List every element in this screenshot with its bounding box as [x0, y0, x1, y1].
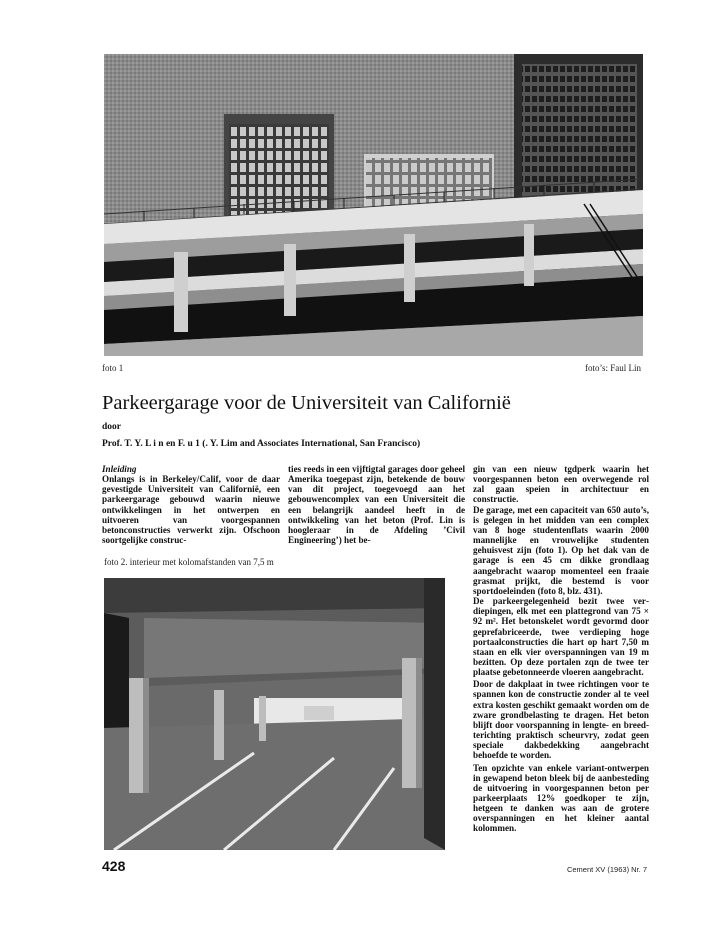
column-3-paragraph-1: gin van een nieuw tgdperk waarin het voorgespannen beton een overwegende rol zal gaan speien in architectuur en constructie.	[473, 464, 649, 505]
column-3-paragraph-3: De parkeergelegenheid bezit twee verdiepingen, elk met een plattegrond van 75 × 92 m². Het betonskelet wordt gevormd door geprefabriceerde, twee verdieping hoge portaalconstructies die hart op hart 7,50 m staan en elk vier overspanningen van 19 m bezitten. Op deze portalen zqn de twee ter plaatse gebetonneerde vloeren aangebracht.	[473, 596, 649, 678]
text-column-2	[288, 464, 465, 545]
text-column-3	[473, 464, 649, 834]
photo-2-image	[104, 578, 445, 850]
photo-1-image	[104, 54, 643, 356]
column-1-paragraph: Onlangs is in Berkeley/Calif, voor de daar gevestigde Universiteit van Californië, een parkeergarage gebouwd waarin nieuwe ontwikkelingen in het ontwerpen en uitvoeren van voorgespannen betonconstructies verwerkt zijn. Ofschoon soortgelijke construc-	[102, 474, 280, 546]
byline-author: Prof. T. Y. L i n en F. u 1 (. Y. Lim and Associates International, San Francisco)	[102, 439, 421, 449]
photo-2-garage-interior	[104, 578, 445, 850]
page-number: 428	[102, 858, 126, 874]
photo-1-credit: foto’s: Faul Lin	[585, 363, 641, 373]
column-3-paragraph-5: Ten opzichte van enkele variant-ontwerpen in gewapend beton bleek bij de aanbesteding de uitvoering in voorgespannen beton per parkeerplaats 12% goedkoper te zijn, hetgeen te danken was aan de grotere overspanningen en het kleiner aantal kolommen.	[473, 762, 649, 834]
column-2-paragraph: ties reeds in een vijftigtal garages door geheel Amerika toegepast zijn, betekende de bouw van dit project, toegevoegd aan het gebouwencomplex van een Universiteit die een belangrijk aandeel heeft in de ontwikkeling van het beton (Prof. Lin is hoogleraar in de Afdeling ’Civil Engineering’) het be-	[288, 464, 465, 546]
article-title: Parkeergarage voor de Universiteit van Californië	[102, 392, 511, 414]
photo-1-caption: foto 1	[102, 363, 124, 373]
text-column-1	[102, 464, 280, 545]
byline-prefix: door	[102, 422, 121, 432]
journal-reference: Cement XV (1963) Nr. 7	[566, 865, 647, 874]
column-3-paragraph-4: Door de dakplaat in twee richtingen voor te spannen kon de constructie zonder al te veel extra kosten geschikt gemaakt worden om de zware grondbelasting te dragen. Het beton blijft door voorspanning in lengte- en breedterichting praktisch scheurvry, zodat geen speciale dakbedekking aangebracht behoefde te worden.	[473, 679, 649, 761]
section-heading: Inleiding	[102, 464, 137, 474]
photo-2-caption: foto 2. interieur met kolomafstanden van 7,5 m	[104, 557, 274, 567]
column-3-paragraph-2: De garage, met een capaciteit van 650 auto’s, is gelegen in het midden van een complex van 8 hoge studentenflats waarin 2000 mannelijke en vrouwelijke studenten gehuisvest zijn (foto 1). Op het dak van de garage is een 45 cm dikke grondlaag aangebracht waarop momenteel een fraaie grasmat prijkt, die bestemd is voor sportdoeleinden (foto 8, blz. 431).	[473, 504, 649, 596]
photo-1-garage-exterior	[104, 54, 643, 356]
